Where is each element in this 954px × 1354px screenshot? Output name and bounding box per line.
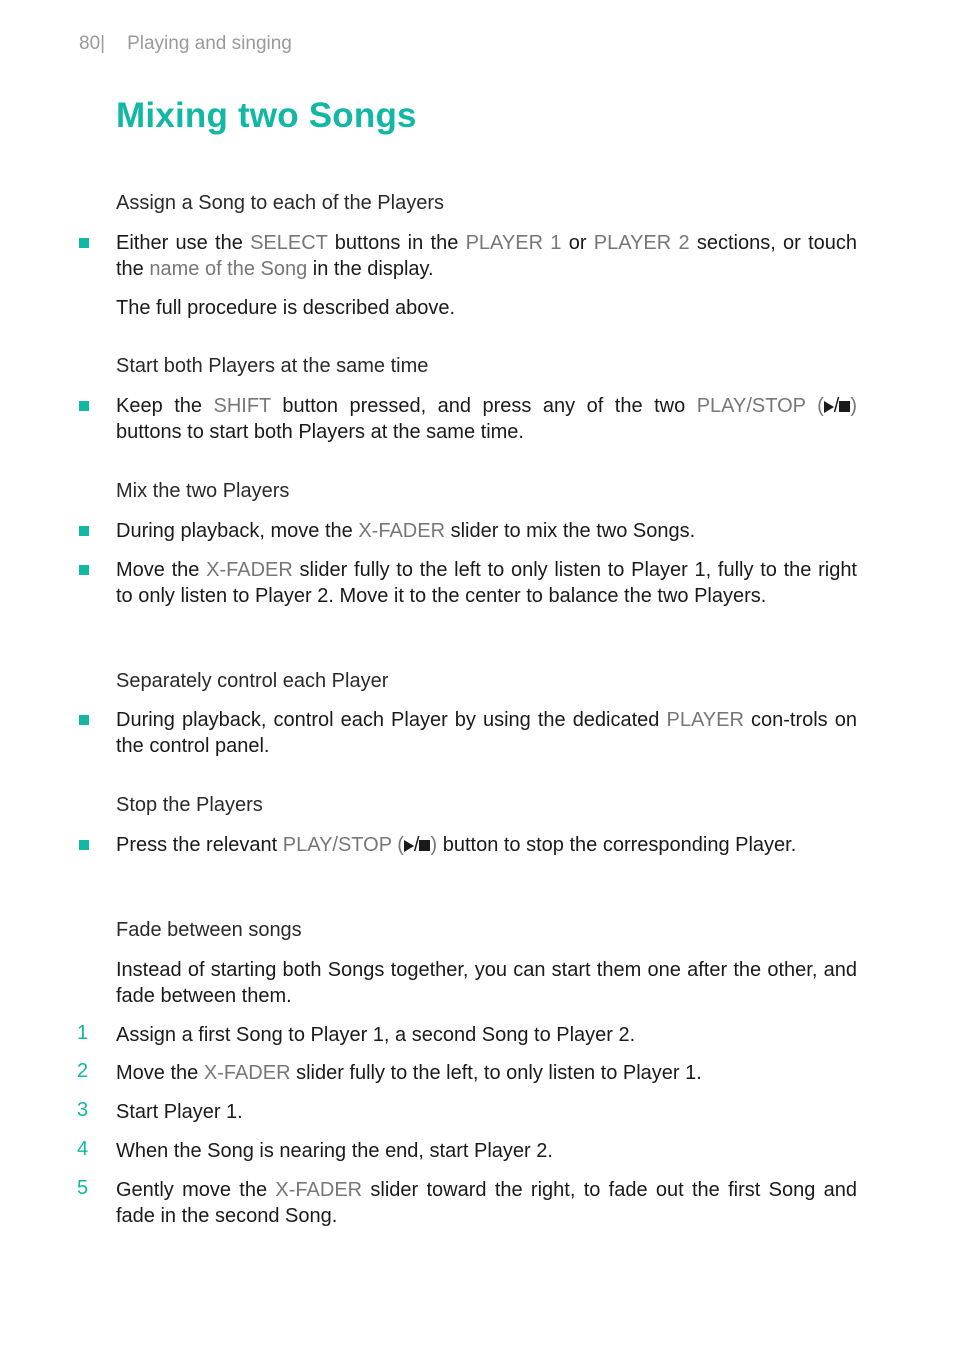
bullet-icon — [79, 526, 89, 536]
step-text: Gently move the X-FADER slider toward the right, to fade out the first Song and fade in the second Song. — [116, 1179, 858, 1227]
bullet-icon — [79, 715, 89, 725]
step-number: 5 — [77, 1177, 89, 1199]
stop-instruction: Press the relevant PLAY/STOP ( / ) button to stop the corresponding Player. — [116, 834, 797, 856]
mix-instruction-2: Move the X-FADER slider fully to the left to only listen to Player 1, fully to the right to only listen to Player 2. Move it to the center to balance the two Players. — [116, 559, 857, 607]
procedure-note: The full procedure is described above. — [116, 297, 456, 319]
xfader-ref: X-FADER — [275, 1179, 363, 1201]
mix-instruction-1: During playback, move the X-FADER slider to mix the two Songs. — [116, 520, 696, 542]
section-heading-fade: Fade between songs — [116, 919, 302, 941]
assign-instruction: Either use the SELECT buttons in the PLAYER 1 or PLAYER 2 sections, or touch the name of the Song in the display. — [116, 232, 858, 280]
player1-ref: PLAYER 1 — [465, 232, 562, 254]
play-stop-icon: / — [824, 395, 851, 417]
step-number: 1 — [77, 1022, 89, 1044]
step-text: Start Player 1. — [116, 1101, 243, 1123]
step-number: 3 — [77, 1099, 89, 1121]
control-instruction: During playback, control each Player by using the dedicated PLAYER con-trols on the control panel. — [116, 709, 857, 757]
bullet-icon — [79, 238, 89, 248]
running-header — [79, 33, 292, 55]
section-heading-start: Start both Players at the same time — [116, 355, 429, 377]
song-name-ref: name of the Song — [149, 258, 308, 280]
section-heading-assign: Assign a Song to each of the Players — [116, 192, 444, 214]
play-stop-ref: PLAY/STOP ( — [696, 395, 824, 417]
player2-ref: PLAYER 2 — [593, 232, 690, 254]
shift-button-ref: SHIFT — [213, 395, 271, 417]
section-heading-mix: Mix the two Players — [116, 480, 290, 502]
page-number: 80 — [79, 33, 101, 54]
step-text: When the Song is nearing the end, start Player 2. — [116, 1140, 553, 1162]
step-text: Assign a first Song to Player 1, a second Song to Player 2. — [116, 1024, 636, 1046]
play-stop-ref: PLAY/STOP ( — [282, 834, 404, 856]
step-number: 4 — [77, 1138, 89, 1160]
section-heading-stop: Stop the Players — [116, 794, 263, 816]
section-name: Playing and singing — [127, 33, 292, 54]
bullet-icon — [79, 565, 89, 575]
step-number: 2 — [77, 1060, 89, 1082]
page-title: Mixing two Songs — [116, 96, 417, 135]
bullet-icon — [79, 840, 89, 850]
section-heading-control: Separately control each Player — [116, 670, 389, 692]
header-separator: | — [100, 33, 106, 54]
step-text: Move the X-FADER slider fully to the left, to only listen to Player 1. — [116, 1062, 702, 1084]
play-stop-icon: / — [404, 834, 431, 856]
xfader-ref: X-FADER — [358, 520, 446, 542]
xfader-ref: X-FADER — [206, 559, 293, 581]
select-button-ref: SELECT — [250, 232, 328, 254]
start-instruction: Keep the SHIFT button pressed, and press any of the two PLAY/STOP ( / ) buttons to start both Players at the same time. — [116, 395, 858, 443]
bullet-icon — [79, 401, 89, 411]
fade-intro: Instead of starting both Songs together, you can start them one after the other, and fade between them. — [116, 959, 857, 1007]
xfader-ref: X-FADER — [203, 1062, 291, 1084]
player-ref: PLAYER — [666, 709, 744, 731]
